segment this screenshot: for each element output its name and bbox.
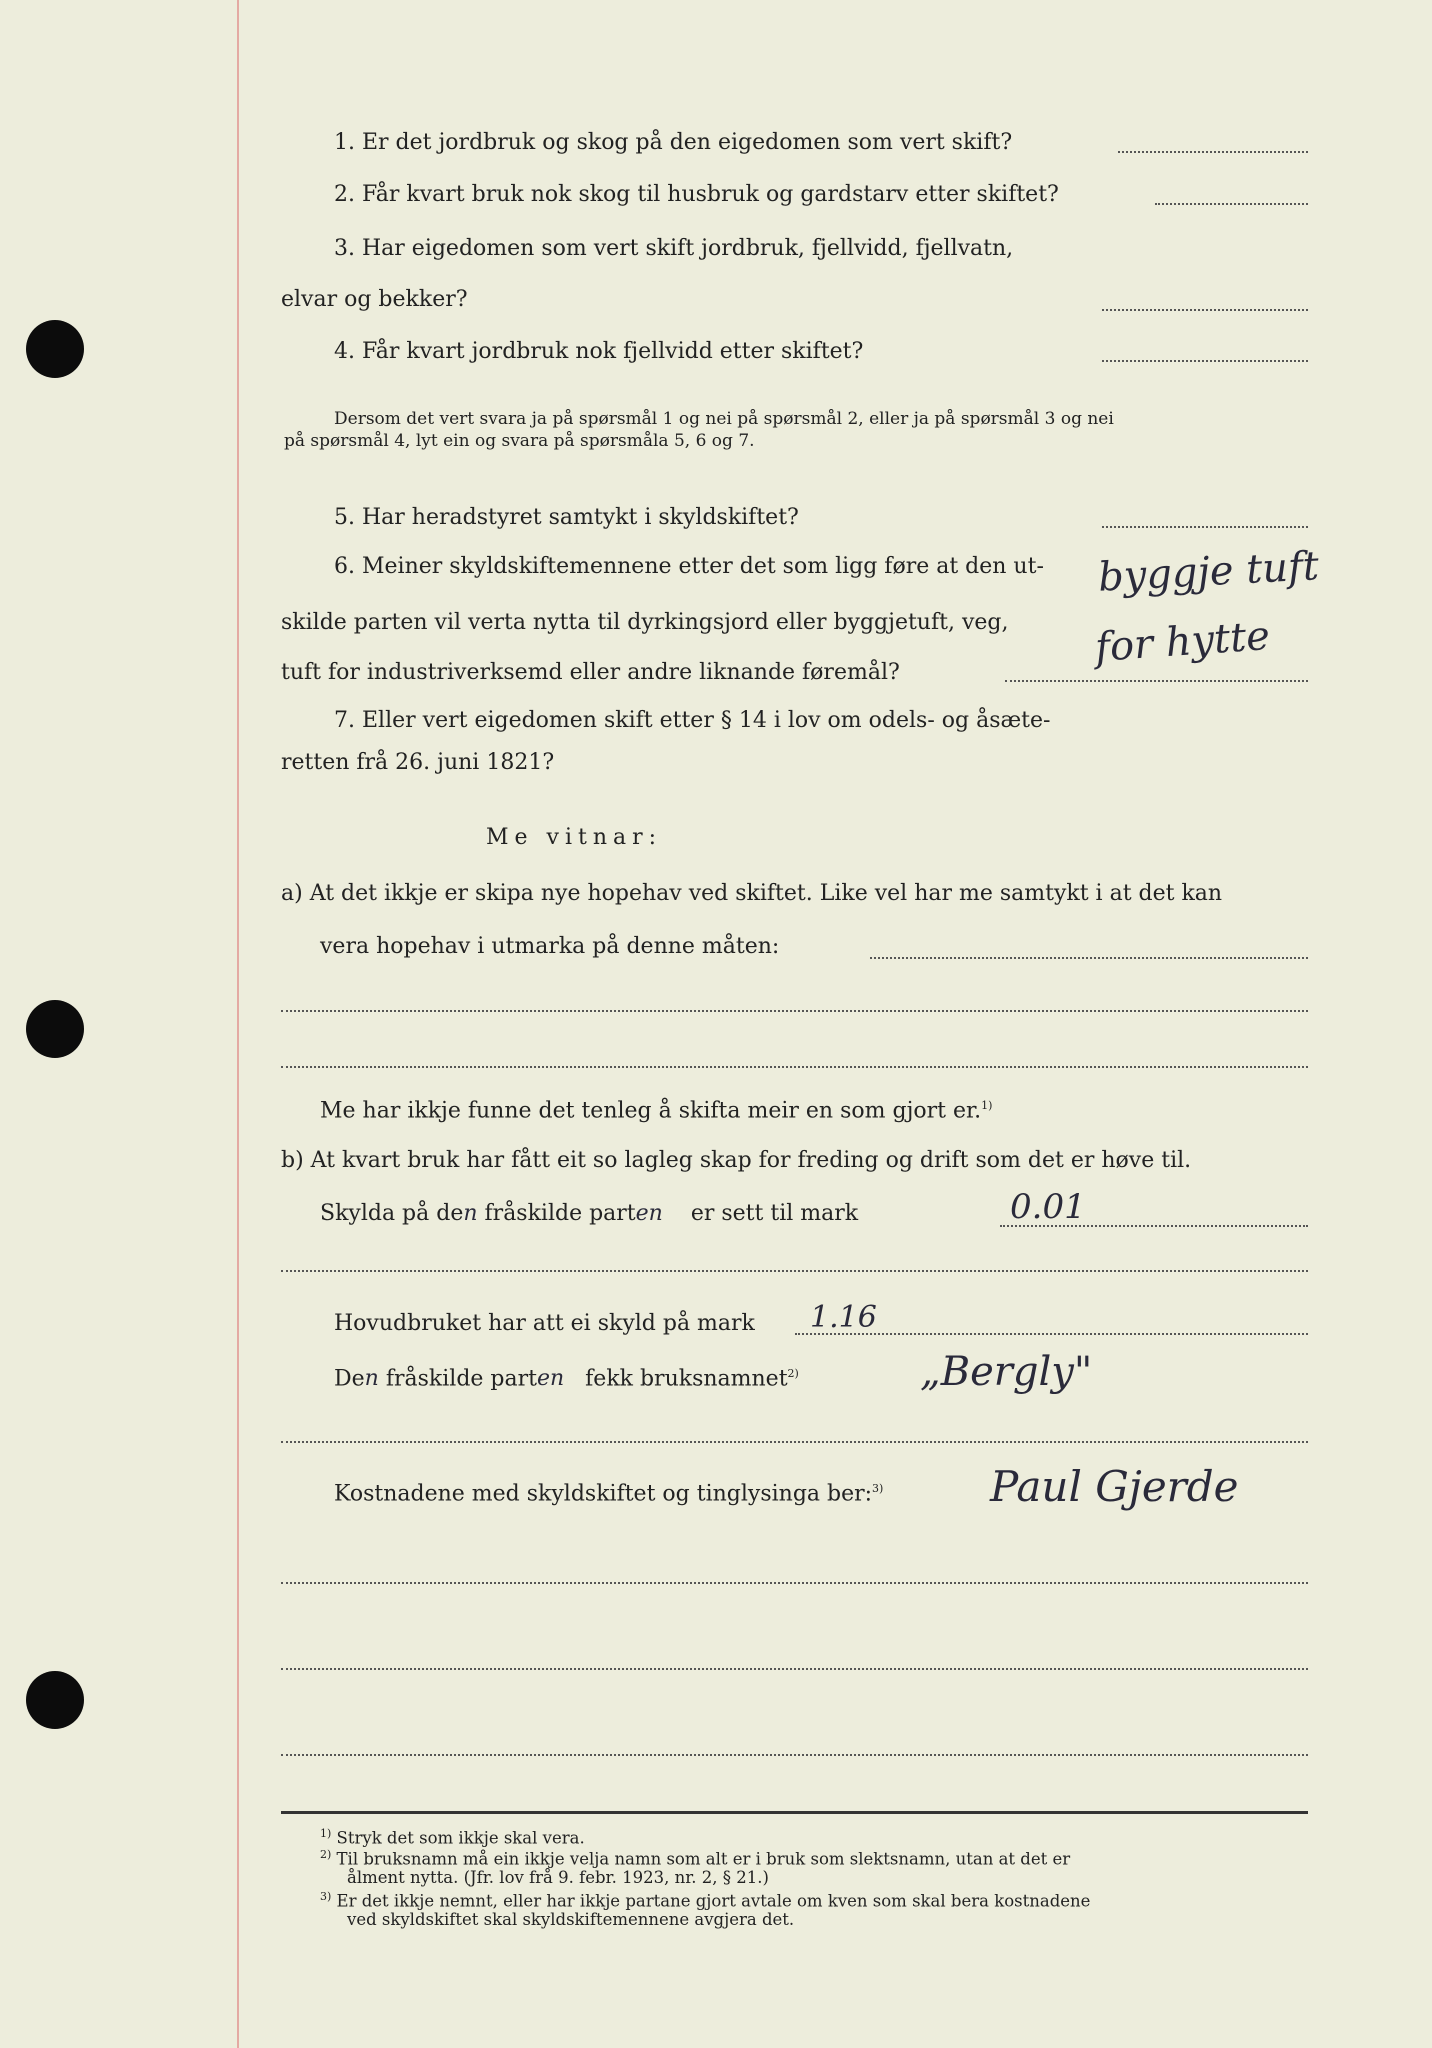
handwritten-answer-6a: byggje tuft (1096, 543, 1320, 601)
question-7: 7. Eller vert eigedomen skift etter § 14 i lov om odels- og åsæte- (334, 708, 1051, 733)
question-6-line-2: skilde parten vil verta nytta til dyrkingsjord eller byggjetuft, veg, (281, 610, 1009, 635)
footnote-ref: 2) (787, 1367, 799, 1380)
no-further-text: Me har ikkje funne det tenleg å skifta meir en som gjort er. (320, 1098, 982, 1124)
footnote-2-continued: ålment nytta. (Jfr. lov frå 9. febr. 1923, nr. 2, § 21.) (347, 1868, 769, 1887)
instruction-note: Dersom det vert svara ja på spørsmål 1 og nei på spørsmål 2, eller ja på spørsmål 3 og nei (334, 409, 1114, 429)
hovudbruk-label: Hovudbruket har att ei skyld på mark (334, 1311, 755, 1336)
no-further-division (320, 1100, 992, 1122)
answer-line-4 (1102, 360, 1308, 362)
footnote-1-ref: 1) (320, 1827, 332, 1840)
answer-line-3 (1102, 309, 1308, 311)
footnote-ref: 3) (872, 1482, 884, 1495)
footnote-rule (281, 1811, 1308, 1814)
question-2: 2. Får kvart bruk nok skog til husbruk og gardstarv etter skiftet? (334, 182, 1059, 207)
footnote-1-text: Stryk det som ikkje skal vera. (336, 1828, 585, 1848)
answer-line-1 (1118, 151, 1308, 153)
footnote-1 (320, 1828, 585, 1847)
kostnad-label: Kostnadene med skyldskiftet og tinglysinga ber: (334, 1481, 873, 1507)
skylda-label-c: er sett til mark (690, 1201, 859, 1226)
kostnad-line-3 (281, 1668, 1308, 1670)
handwritten-answer-6b: for hytte (1093, 612, 1272, 672)
footnote-3-text: Er det ikkje nemnt, eller har ikkje partane gjort avtale om kven som skal bera kostnadene (336, 1891, 1091, 1911)
hopehav-line-2 (281, 1010, 1308, 1012)
question-3-continued: elvar og bekker? (281, 287, 468, 312)
footnote-ref: 1) (981, 1099, 993, 1112)
bruks-label-c: fekk bruksnamnet (585, 1366, 788, 1392)
answer-line-5 (1102, 526, 1308, 528)
answer-line-2 (1155, 203, 1308, 205)
skylda-label-a: Skylda på de (320, 1201, 464, 1226)
skylda-line (320, 1203, 858, 1225)
bruksnamn-line (334, 1368, 799, 1390)
handwritten-n: n (463, 1201, 478, 1226)
kostnad-line-2 (281, 1582, 1308, 1584)
handwritten-en: en (536, 1366, 565, 1392)
footnote-2-ref: 2) (320, 1848, 332, 1861)
kostnad-line (334, 1483, 883, 1505)
hopehav-line-1 (870, 957, 1308, 959)
bruksnamn-line-2 (281, 1441, 1308, 1443)
footnote-2 (320, 1849, 1070, 1868)
footnote-2-text: Til bruksnamn må ein ikkje velja namn som alt er i bruk som slektsnamn, utan at det er (336, 1849, 1071, 1869)
margin-line (237, 0, 239, 2048)
question-3: 3. Har eigedomen som vert skift jordbruk, fjellvidd, fjellvatn, (334, 236, 1014, 261)
footnote-3 (320, 1891, 1090, 1910)
handwritten-en: en (635, 1201, 663, 1226)
bruks-label-a: De (334, 1366, 365, 1392)
handwritten-n: n (364, 1366, 379, 1392)
handwritten-kostnad: Paul Gjerde (990, 1462, 1239, 1511)
footnote-3-continued: ved skyldskiftet skal skyldskiftemennene avgjera det. (347, 1910, 795, 1929)
handwritten-skyld: 0.01 (1010, 1187, 1086, 1227)
skylda-line-2 (281, 1270, 1308, 1272)
witness-a: a) At det ikkje er skipa nye hopehav ved skiftet. Like vel har me samtykt i at det kan (281, 881, 1223, 906)
witness-heading: Me vitnar: (486, 825, 663, 850)
question-1: 1. Er det jordbruk og skog på den eigedomen som vert skift? (334, 130, 1013, 155)
bruks-label-b: fråskilde part (385, 1366, 537, 1392)
skylda-label-b: fråskilde part (484, 1201, 636, 1226)
answer-line-6 (1005, 680, 1308, 682)
question-5: 5. Har heradstyret samtykt i skyldskiftet? (334, 505, 799, 530)
question-7-continued: retten frå 26. juni 1821? (281, 750, 555, 775)
witness-a-continued: vera hopehav i utmarka på denne måten: (320, 934, 780, 959)
question-6: 6. Meiner skyldskiftemennene etter det som ligg føre at den ut- (334, 554, 1044, 579)
punch-hole (26, 1671, 84, 1729)
question-6-line-3: tuft for industriverksemd eller andre liknande føremål? (281, 660, 900, 685)
punch-hole (26, 1000, 84, 1058)
hopehav-line-3 (281, 1066, 1308, 1068)
punch-hole (26, 320, 84, 378)
witness-b: b) At kvart bruk har fått eit so lagleg skap for freding og drift som det er høve til. (281, 1148, 1192, 1173)
footnote-3-ref: 3) (320, 1890, 332, 1903)
instruction-note-continued: på spørsmål 4, lyt ein og svara på spørsmåla 5, 6 og 7. (284, 431, 755, 451)
question-4: 4. Får kvart jordbruk nok fjellvidd etter skiftet? (334, 339, 864, 364)
handwritten-bruksnamn: „Bergly" (920, 1349, 1093, 1395)
kostnad-line-4 (281, 1754, 1308, 1756)
handwritten-hovudbruk: 1.16 (810, 1300, 877, 1335)
